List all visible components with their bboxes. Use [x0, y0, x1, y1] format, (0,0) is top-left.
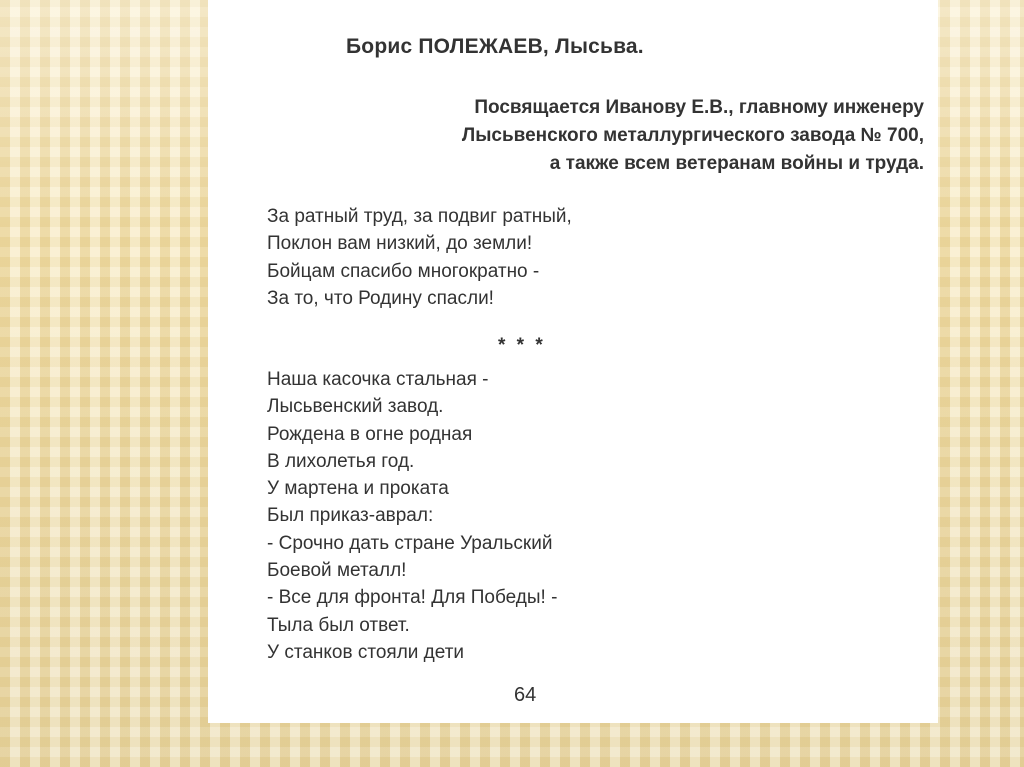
- poem-line: Тыла был ответ.: [267, 614, 410, 636]
- poem-line: Был приказ-аврал:: [267, 505, 434, 527]
- poem-line: За ратный труд, за подвиг ратный,: [267, 206, 572, 227]
- poem-line: У станков стояли дети: [267, 641, 465, 663]
- poem-stanza-2: [267, 366, 557, 666]
- poem-line: За то, что Родину спасли!: [267, 287, 494, 309]
- dedication-line: Посвящается Иванову Е.В., главному инженеру: [474, 97, 924, 118]
- poem-line: Бойцам спасибо многократно -: [267, 260, 540, 282]
- poem-line: - Все для фронта! Для Победы! -: [267, 587, 558, 609]
- poem-line: Наша касочка стальная -: [267, 369, 489, 390]
- poem-line: Рождена в огне родная: [267, 423, 473, 445]
- poem-stanza-1: [267, 203, 572, 312]
- dedication-line: Лысьвенского металлургического завода № 700,: [461, 125, 924, 146]
- poem-line: Боевой металл!: [267, 560, 407, 582]
- poem-line: Поклон вам низкий, до земли!: [267, 233, 533, 255]
- page-number: 64: [514, 684, 537, 706]
- poem-line: У мартена и проката: [267, 478, 449, 500]
- scanned-page: [208, 0, 938, 723]
- dedication: [304, 94, 924, 178]
- dedication-line: а также всем ветеранам войны и труда.: [549, 153, 924, 174]
- poem-line: - Срочно дать стране Уральский: [267, 532, 553, 554]
- stanza-separator: * * *: [498, 335, 546, 356]
- poem-line: Лысьвенский завод.: [267, 396, 444, 418]
- author-line: Борис ПОЛЕЖАЕВ, Лысьва.: [346, 35, 644, 58]
- poem-line: В лихолетья год.: [267, 450, 415, 472]
